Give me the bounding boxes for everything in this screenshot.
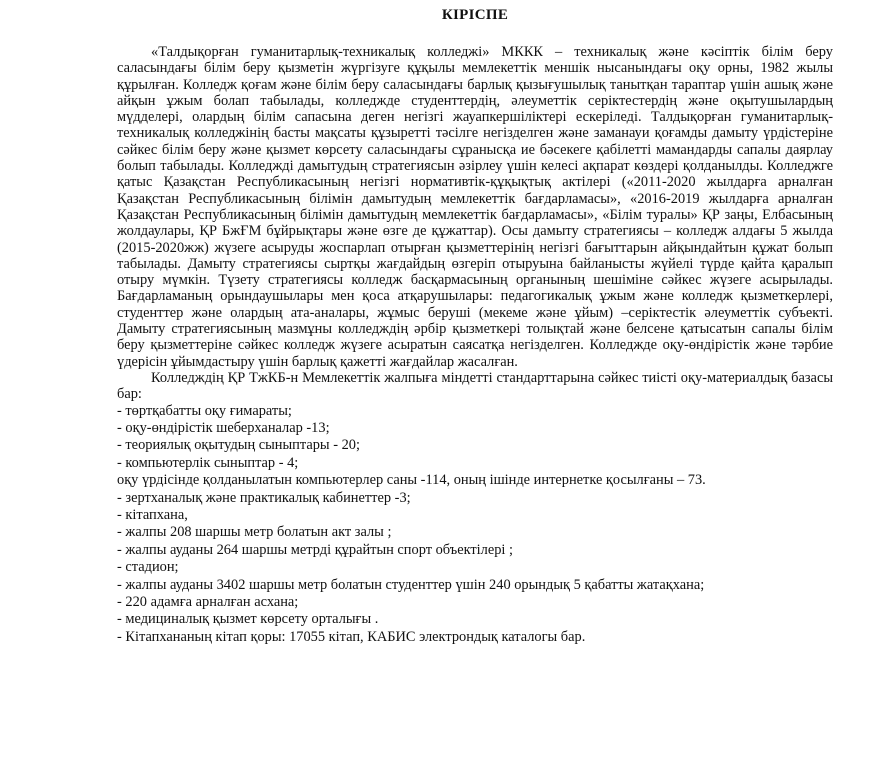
list-item: - стадион; [117, 559, 179, 576]
facilities-paragraph: Колледждің ҚР ТжКБ-н Мемлекеттік жалпыға міндетті стандарттарына сәйкес тиісті оқу-материалдық базасы бар: [117, 369, 833, 403]
facilities-list [117, 403, 833, 647]
document-page [117, 6, 833, 646]
list-item: - компьютерлік сыныптар - 4; [117, 454, 299, 471]
list-item: - кітапхана, [117, 506, 188, 523]
list-item: - теориялық оқытудың сыныптары - 20; [117, 437, 360, 454]
intro-paragraph: «Талдықорған гуманитарлық-техникалық колледжі» МККК – техникалық және кәсіптік білім беру саласындағы білім беру қызметін жүргізуге құқылы мемлекеттік меншік нысанындағы оқу орны, 1982 жылы құрылған. Колледж қоғам және білім беру саласындағы барлық қызығушылық танытқан тараптар үшін ашық және айқын ұжым болап табылады, колледжде студенттердің, әлеуметтік серіктестердің және оқытушылардың мүдделері, олардың білім сапасына деген негізгі жауапкершіліктері ескеріледі. Талдықорған гуманитарлық-техникалық колледжінің басты мақсаты құзыретті тәсілге негізделген және заманауи қоғамды дамыту үрдістеріне сәйкес білім беру және қызмет көрсету саласындағы сұранысқа ие бәсекеге қабілетті мамандарды сапалы даярлау болып табылады. Колледжді дамытудың стратегиясын әзірлеу үшін келесі ақпарат көздері қолданылды. Колледжге қатыс Қазақстан Республикасының негізгі нормативтік-құқықтық актілері («2011-2020 жылдарға арналған Қазақстан Республикасының білімін дамытудың мемлекеттік бағдарламасы», «2016-2019 жылдарға арналған Қазақстан Республикасының білімін дамытудың мемлекеттік бағдарламасы», «Білім туралы» ҚР заңы, Елбасының жолдаулары, ҚР БжҒМ бұйрықтары және өзге де құжаттар). Осы дамыту стратегиясы – колледж алдағы 5 жылда (2015-2020жж) жүзеге асыруды жоспарлап отырған қызметтерінің негізгі бағыттарын айқындайтын құжат болып табылады. Дамыту стратегиясы сыртқы жағдайдың өзгеріп отыруына байланысты жүйелі түрде қайта қаралып отыру мүмкін. Түзету стратегиясы колледж басқармасының органының шешіміне сәйкес жүзеге асырылады. Бағдарламаның орындаушылары мен қоса атқарушылары: педагогикалық ұжым және колледж қызметкерлері, студенттер және олардың ата-аналары, жұмыс беруші (мекеме және ұйым) –серіктестік әлеуметтік субъекті. Дамыту стратегиясының мазмұны колледждің әрбір қызметкері толықтай және белсене қатысатын сапалы білім беру қызметтеріне сәйкес колледж жүзеге асыратын саясатқа негізделген. Колледжде оқу-өндірістік және тәрбие үдерісін ұйымдастыру үшін барлық қажетті жағдайлар жасалған. [117, 44, 833, 370]
list-item: - жалпы 208 шаршы метр болатын акт залы ; [117, 524, 392, 541]
list-item: оқу үрдісінде қолданылатын компьютерлер саны -114, оның ішінде интернетке қосылғаны – 73. [117, 472, 706, 489]
list-item: - оқу-өндірістік шеберханалар -13; [117, 419, 330, 436]
list-item: - жалпы ауданы 3402 шаршы метр болатын студенттер үшін 240 орындық 5 қабатты жатақхана; [117, 576, 705, 593]
list-item: - Кітапхананың кітап қоры: 17055 кітап, КАБИС электрондық каталогы бар. [117, 628, 586, 645]
list-item: - зертханалық және практикалық кабинеттер -3; [117, 489, 411, 506]
list-item: - 220 адамға арналған асхана; [117, 594, 299, 610]
list-item: - медициналық қызмет көрсету орталығы . [117, 611, 379, 628]
list-item: - төртқабатты оқу ғимараты; [117, 402, 292, 419]
list-item: - жалпы ауданы 264 шаршы метрді құрайтын спорт объектілері ; [117, 541, 514, 558]
document-title: КІРІСПЕ [441, 7, 509, 23]
